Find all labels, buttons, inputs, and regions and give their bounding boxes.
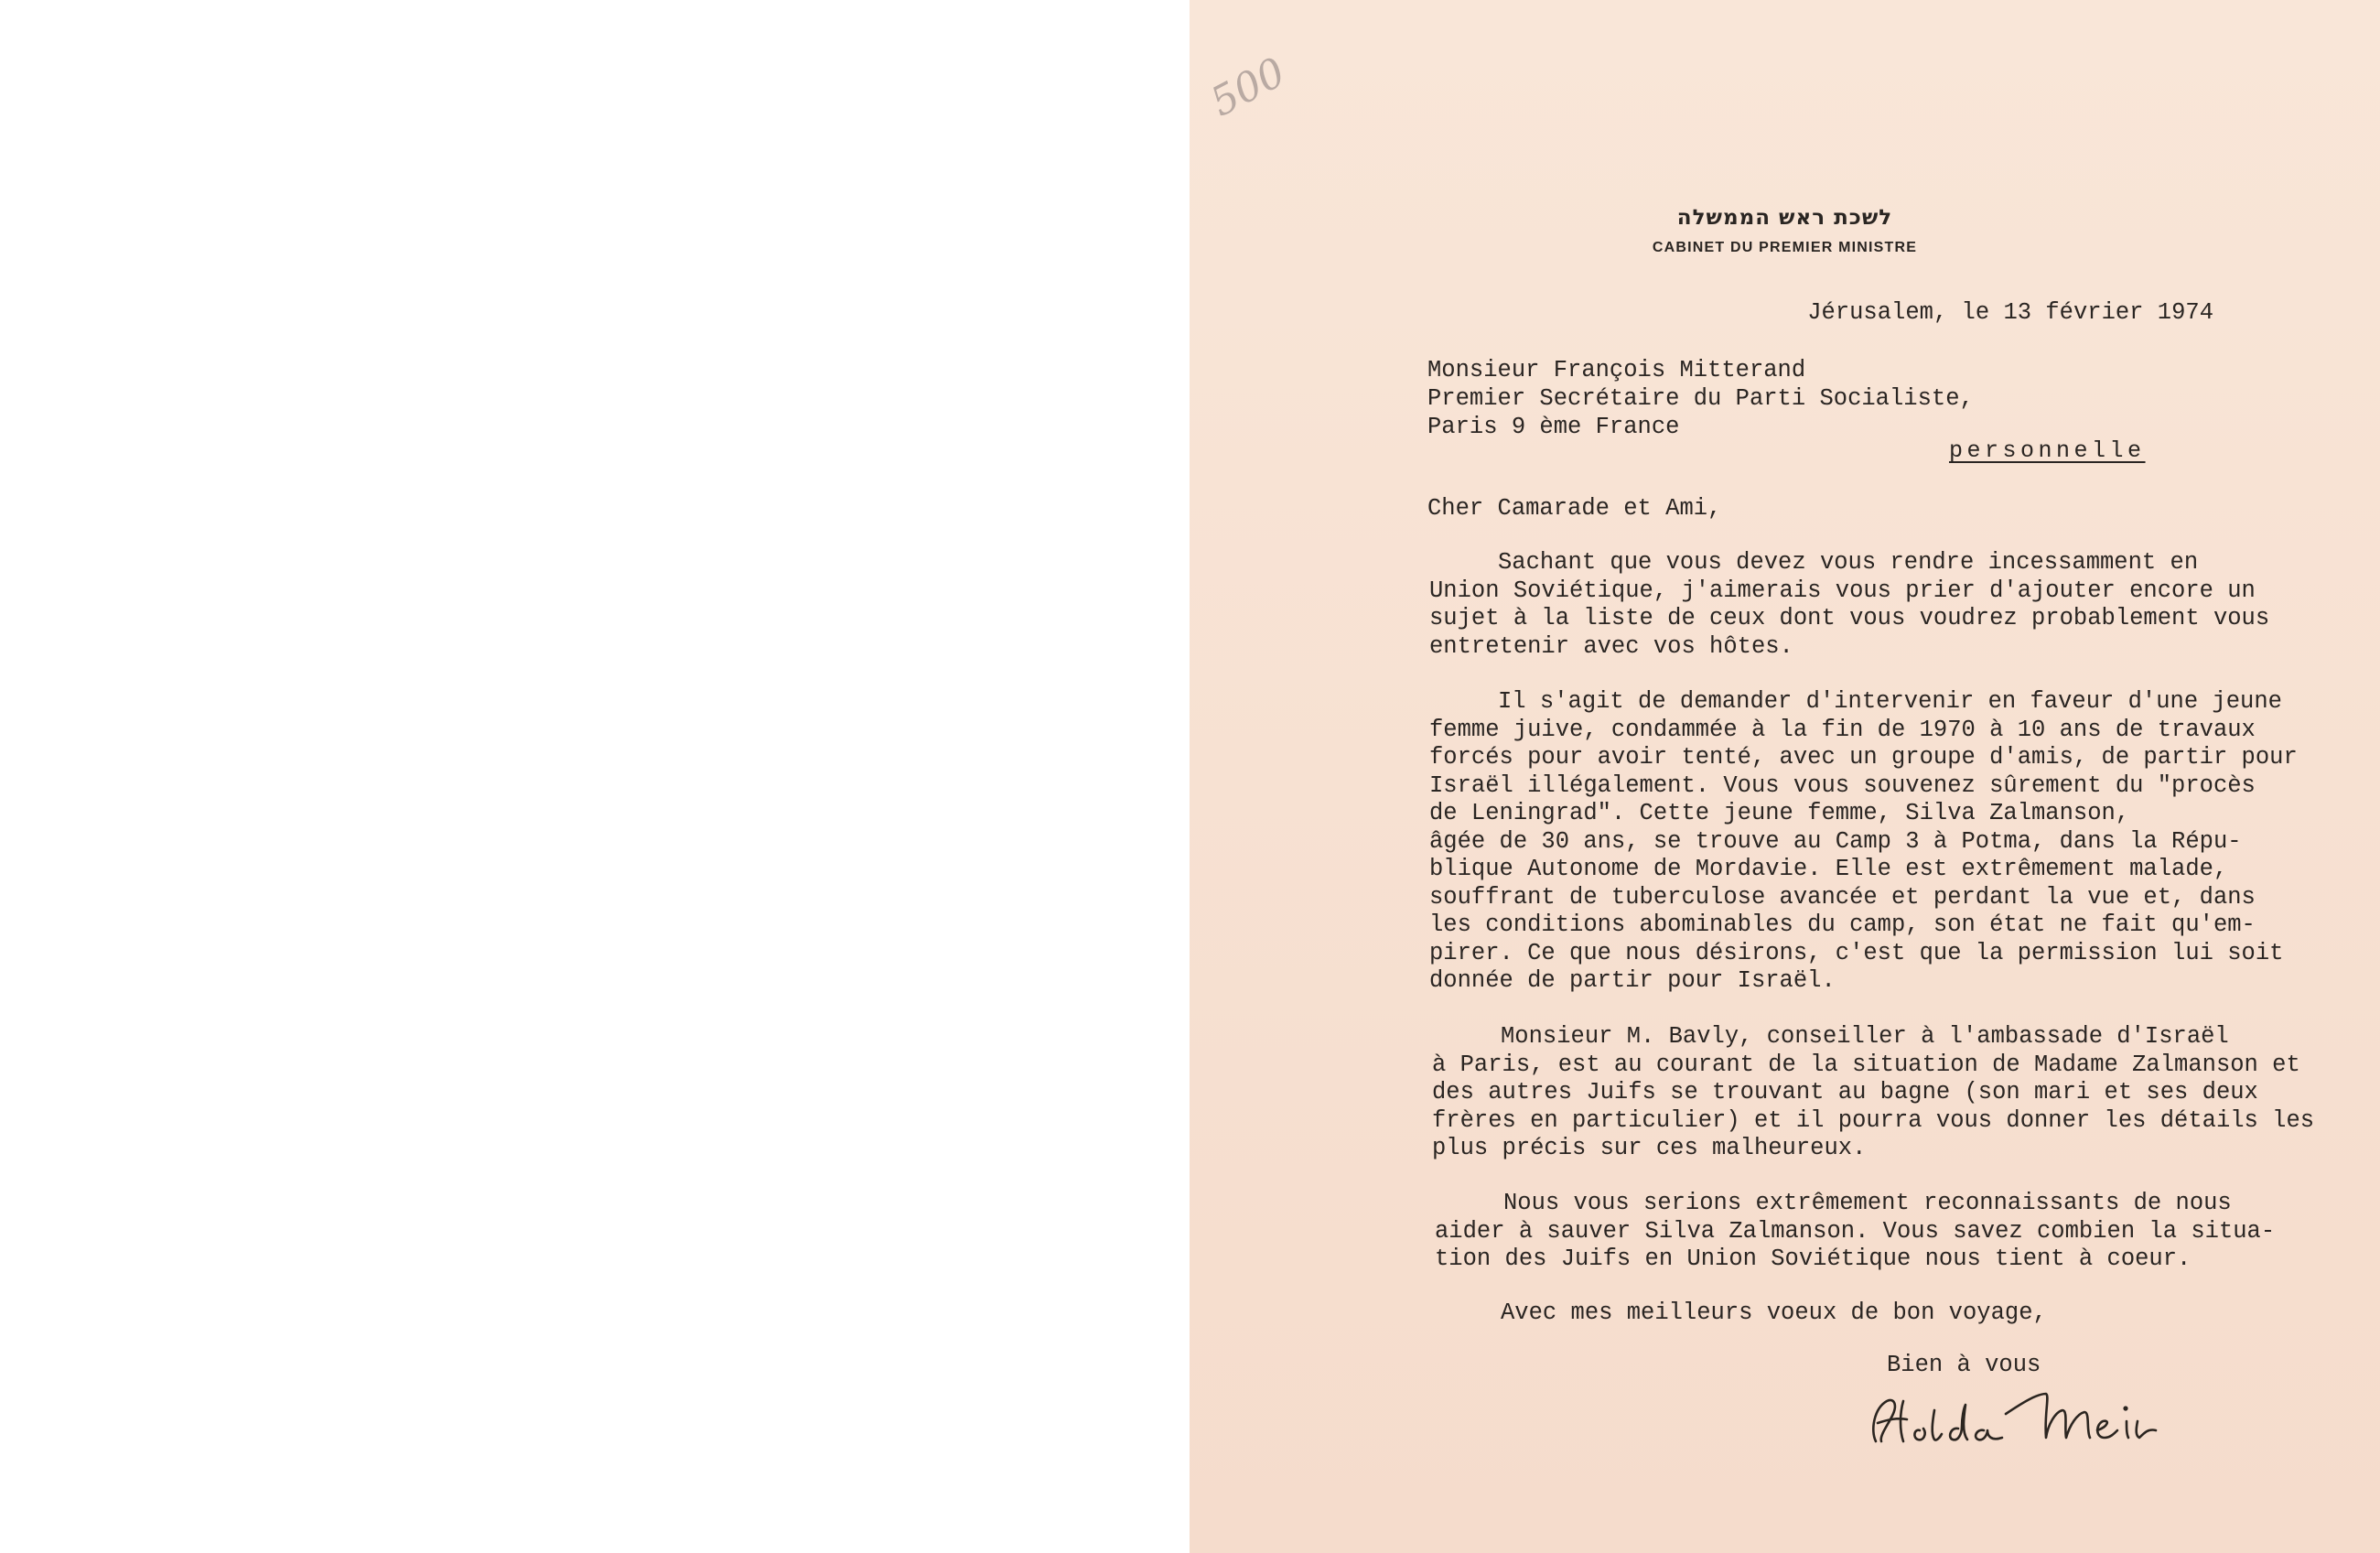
paragraph-line: Nous vous serions extrêmement reconnaissants de nous [1503, 1190, 2232, 1216]
recipient-line: Premier Secrétaire du Parti Socialiste, [1427, 385, 1974, 412]
paragraph-line: pirer. Ce que nous désirons, c'est que la permission lui soit [1429, 939, 2284, 966]
paragraph-line: Il s'agit de demander d'intervenir en faveur d'une jeune [1498, 688, 2282, 715]
signature [1867, 1377, 2159, 1460]
letterhead-french: CABINET DU PREMIER MINISTRE [1652, 240, 1918, 255]
paragraph-line: plus précis sur ces malheureux. [1432, 1135, 1867, 1161]
paragraph-line: âgée de 30 ans, se trouve au Camp 3 à Potma, dans la Répu- [1429, 827, 2242, 855]
paragraph-line: des autres Juifs se trouvant au bagne (son mari et ses deux [1432, 1079, 2258, 1105]
paragraph-line: sujet à la liste de ceux dont vous voudrez probablement vous [1429, 605, 2270, 631]
body-paragraph [1432, 1023, 2315, 1163]
handwritten-annotation: 500 [1202, 49, 1294, 126]
paragraph-line: Monsieur M. Bavly, conseiller à l'ambassade d'Israël [1501, 1023, 2229, 1050]
paragraph-line: tion des Juifs en Union Soviétique nous tient à coeur. [1435, 1246, 2192, 1272]
paragraph-line: de Leningrad". Cette jeune femme, Silva Zalmanson, [1429, 800, 2130, 826]
paragraph-line: Union Soviétique, j'aimerais vous prier d'ajouter encore un [1429, 577, 2256, 604]
recipient-line: Monsieur François Mitterand [1427, 357, 1806, 383]
body-paragraph [1429, 688, 2298, 996]
paragraph-line: Sachant que vous devez vous rendre incessamment en [1498, 549, 2199, 576]
paragraph-line: donnée de partir pour Israël. [1429, 967, 1836, 994]
salutation: Cher Camarade et Ami, [1427, 495, 1722, 522]
letterhead-hebrew: לשכת ראש הממשלה [1676, 206, 1893, 230]
body-paragraph [1429, 549, 2270, 661]
paragraph-line: frères en particulier) et il pourra vous donner les détails les [1432, 1106, 2315, 1134]
paragraph-line: entretenir avec vos hôtes. [1429, 632, 1793, 660]
sign-off: Bien à vous [1887, 1352, 2041, 1378]
paragraph-line: aider à sauver Silva Zalmanson. Vous savez combien la situa- [1435, 1217, 2276, 1245]
paragraph-line: les conditions abominables du camp, son état ne fait qu'em- [1429, 911, 2256, 938]
paragraph-line: forcés pour avoir tenté, avec un groupe d'amis, de partir pour [1429, 744, 2298, 771]
personal-mark: personnelle [1949, 437, 2146, 464]
paragraph-line: Israël illégalement. Vous vous souvenez sûrement du "procès [1429, 771, 2256, 799]
closing-line: Avec mes meilleurs voeux de bon voyage, [1501, 1300, 2047, 1326]
letter-date: Jérusalem, le 13 février 1974 [1807, 299, 2213, 326]
paragraph-line: femme juive, condammée à la fin de 1970 à 10 ans de travaux [1429, 716, 2256, 743]
paragraph-line: à Paris, est au courant de la situation de Madame Zalmanson et [1432, 1051, 2300, 1078]
letter-page [1190, 0, 2380, 1553]
paragraph-line: blique Autonome de Mordavie. Elle est extrêmement malade, [1429, 856, 2228, 882]
body-paragraph [1435, 1190, 2276, 1274]
recipient-line: Paris 9 ème France [1427, 414, 1680, 440]
paragraph-line: souffrant de tuberculose avancée et perdant la vue et, dans [1429, 883, 2256, 911]
